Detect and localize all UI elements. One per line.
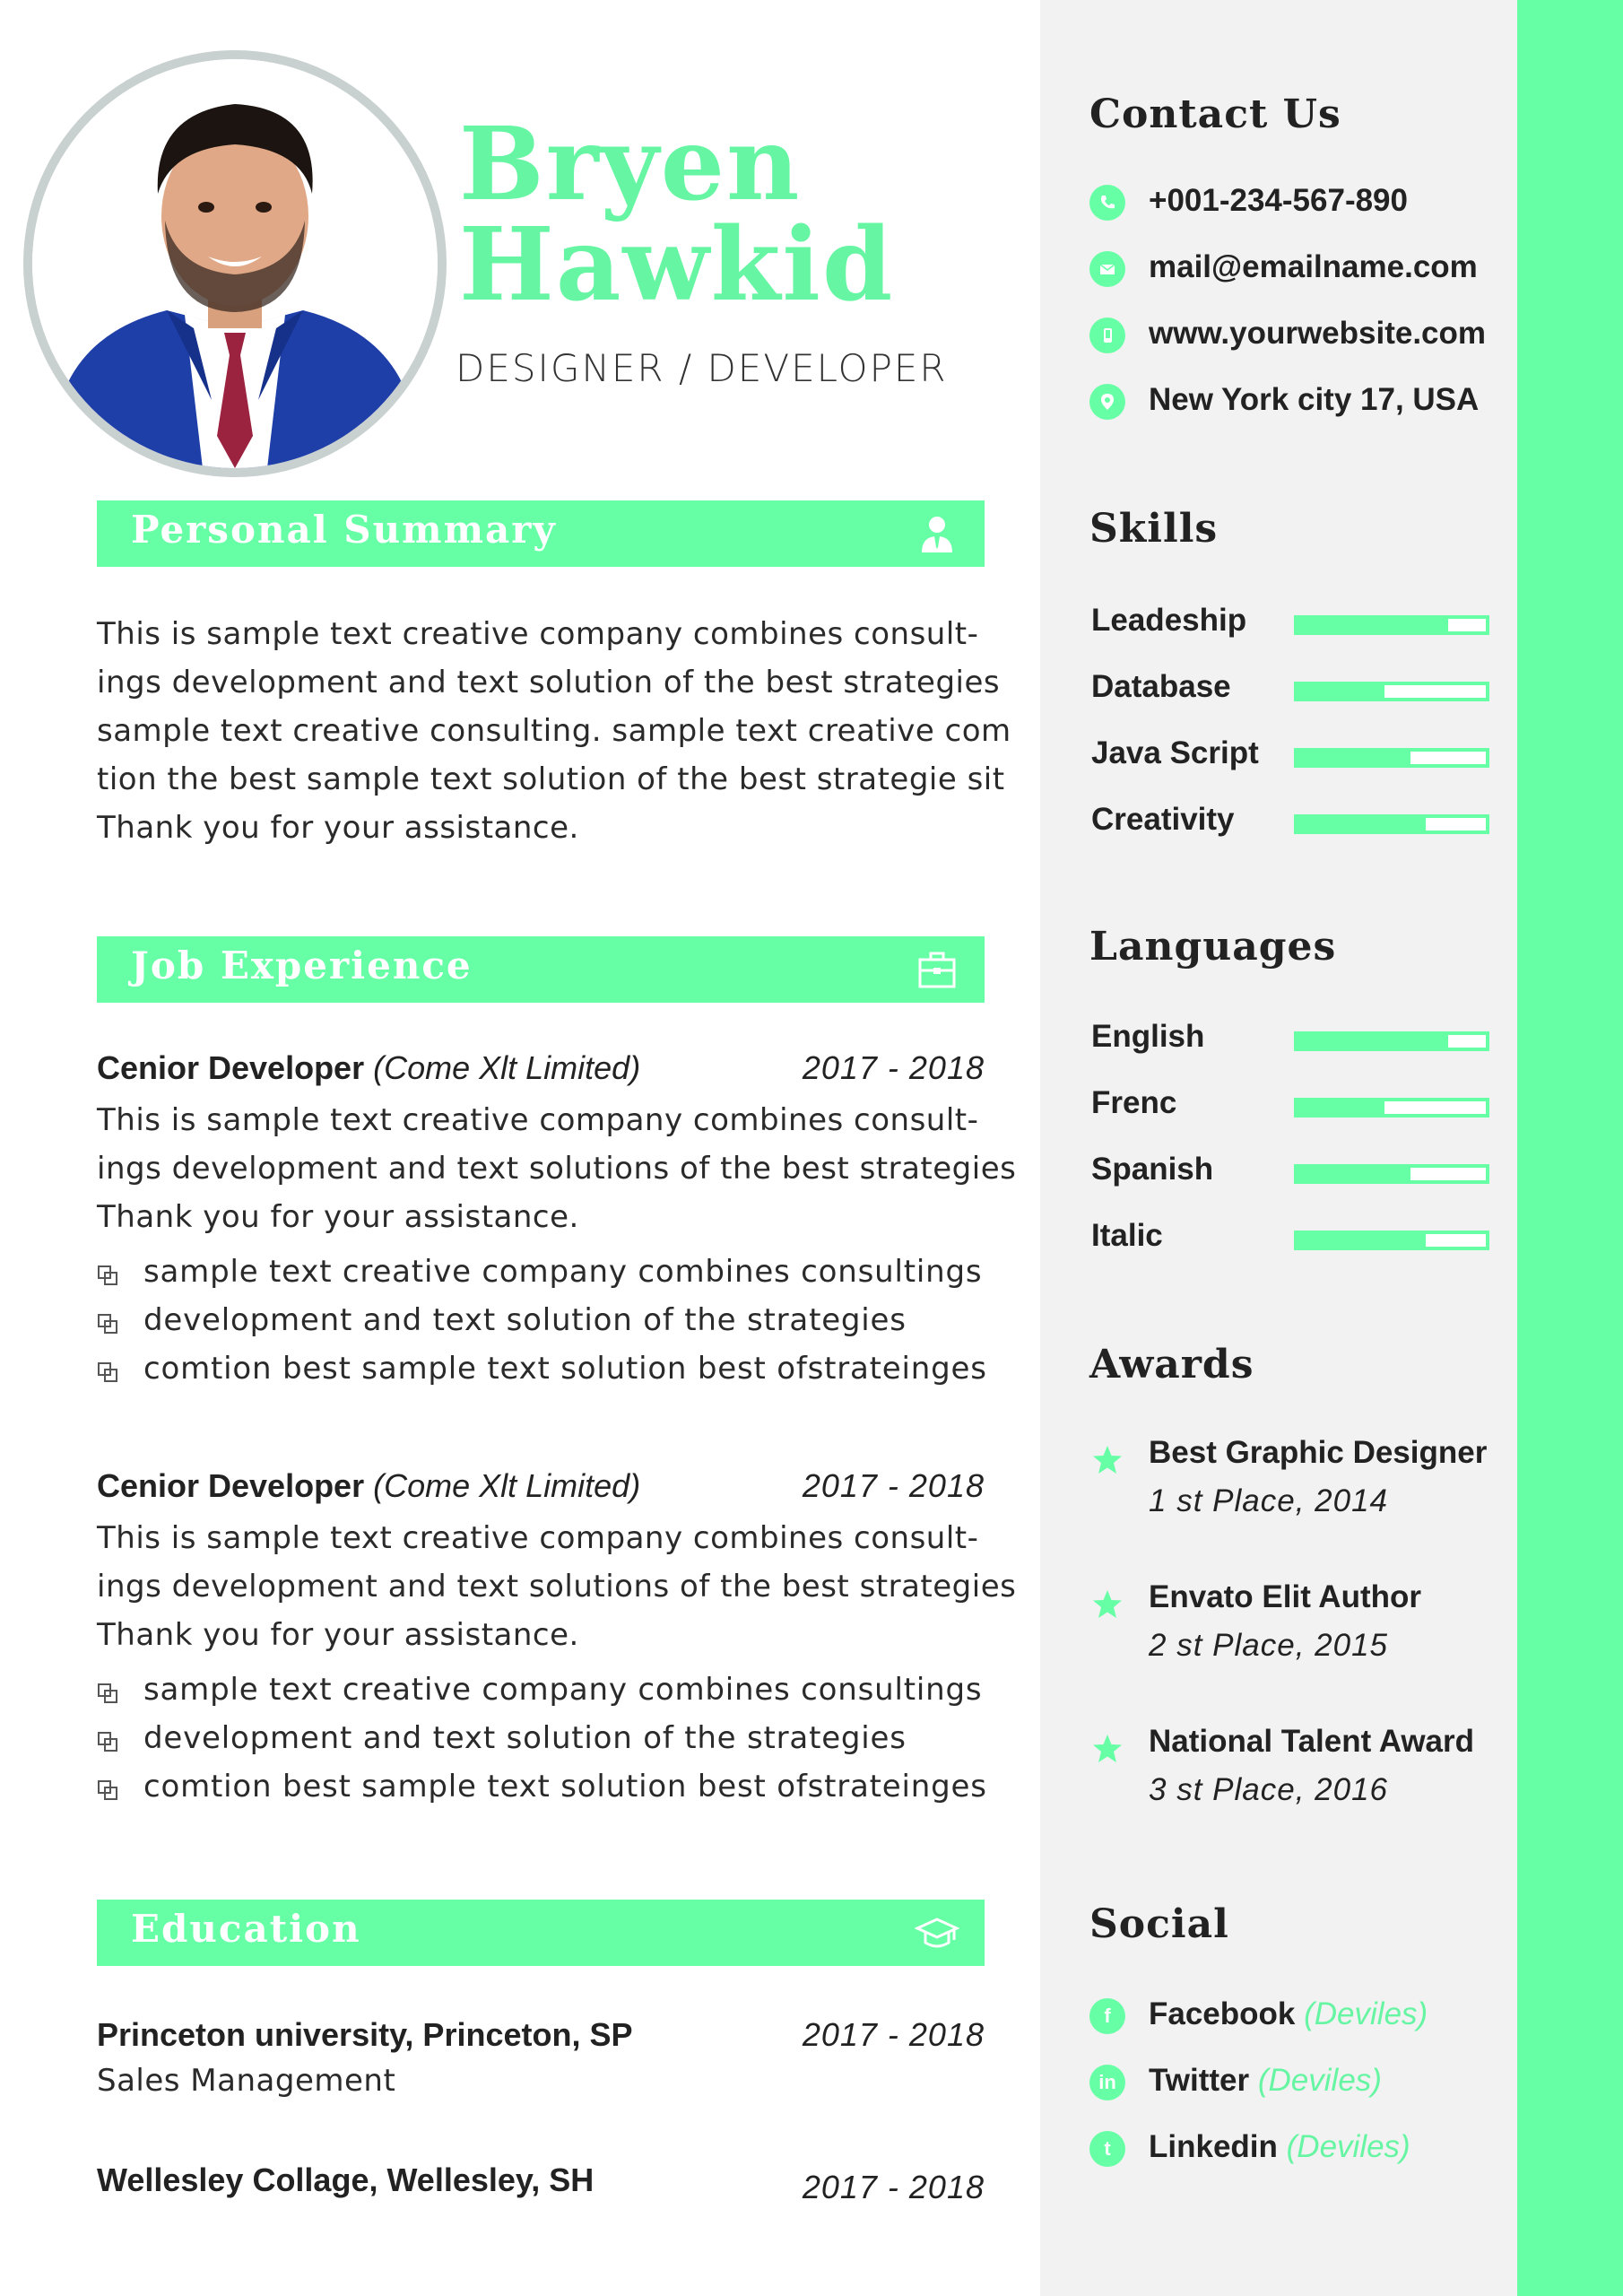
language-meter-fill: [1298, 1234, 1426, 1247]
skill-meter: [1294, 615, 1489, 635]
bullet-square-icon: [97, 1313, 118, 1335]
contact-address: [1089, 380, 1511, 423]
language-meter: [1294, 1098, 1489, 1118]
language-name: Frenc: [1091, 1085, 1177, 1120]
graduation-cap-icon: [915, 1910, 959, 1955]
education-school: Princeton university, Princeton, SP: [97, 2016, 633, 2053]
award-place: 3 st Place, 2016: [1149, 1772, 1388, 1807]
skill-row: [1091, 601, 1490, 644]
bullet-text: comtion best sample text solution best ofstrateinges: [143, 1351, 987, 1387]
social-handle: (Deviles): [1257, 2063, 1382, 2098]
social-name: Twitter: [1149, 2063, 1250, 2098]
summary-line: sample text creative consulting. sample text creative com: [97, 713, 1011, 749]
avatar-photo: [32, 59, 438, 468]
skill-name: Database: [1091, 669, 1231, 704]
social-facebook[interactable]: [1089, 1995, 1511, 2038]
job-position: Cenior Developer: [97, 1049, 365, 1086]
star-icon: [1091, 1444, 1124, 1476]
bullet-text: sample text creative company combines consultings: [143, 1672, 983, 1708]
list-item: [97, 1767, 985, 1815]
skill-meter: [1294, 748, 1489, 768]
job-dates: 2017 - 2018: [802, 1049, 985, 1086]
social-linkedin[interactable]: [1089, 2127, 1511, 2170]
award-name: National Talent Award: [1149, 1724, 1475, 1759]
language-row: [1091, 1150, 1490, 1193]
bullet-square-icon: [97, 1361, 118, 1383]
language-meter: [1294, 1231, 1489, 1250]
language-meter-fill: [1298, 1101, 1384, 1114]
social-twitter[interactable]: [1089, 2061, 1511, 2104]
job-company: (Come Xlt Limited): [373, 1467, 641, 1504]
skill-meter-fill: [1298, 619, 1448, 631]
education-header: [97, 2161, 985, 2203]
language-meter: [1294, 1164, 1489, 1184]
contact-text: www.yourwebsite.com: [1149, 316, 1487, 351]
award-place: 1 st Place, 2014: [1149, 1483, 1388, 1518]
bullet-square-icon: [97, 1779, 118, 1801]
award-name: Envato Elit Author: [1149, 1579, 1421, 1614]
job-line: Thank you for your assistance.: [97, 1199, 579, 1235]
contact-email: [1089, 248, 1511, 291]
skill-name: Java Script: [1091, 735, 1259, 770]
summary-text: [97, 610, 1011, 852]
last-name: Hawkid: [459, 206, 895, 324]
summary-line: Thank you for your assistance.: [97, 810, 579, 846]
twitter-icon: in: [1089, 2065, 1125, 2100]
education-subject: Sales Management: [97, 2063, 396, 2099]
list-item: [97, 1300, 985, 1349]
bullet-text: comtion best sample text solution best ofstrateinges: [143, 1769, 987, 1805]
section-job-experience: [97, 936, 985, 1003]
bullet-square-icon: [97, 1683, 118, 1704]
list-item: [97, 1718, 985, 1767]
location-pin-icon: [1089, 384, 1125, 420]
languages-title: Languages: [1089, 924, 1337, 970]
job-bullets: [97, 1670, 985, 1815]
linkedin-icon: t: [1089, 2131, 1125, 2167]
language-meter-fill: [1298, 1035, 1448, 1048]
job-description: [97, 1096, 1017, 1241]
job-header: [97, 1467, 985, 1509]
bullet-text: development and text solution of the strategies: [143, 1302, 907, 1338]
star-icon: [1091, 1733, 1124, 1765]
award-item: [1089, 1579, 1511, 1678]
contact-website: [1089, 314, 1511, 357]
job-line: This is sample text creative company combines consult-: [97, 1102, 979, 1138]
summary-line: tion the best sample text solution of the best strategie sit: [97, 761, 1005, 797]
bullet-text: development and text solution of the strategies: [143, 1720, 907, 1756]
skill-name: Creativity: [1091, 802, 1235, 837]
job-line: ings development and text solutions of the best strategies: [97, 1151, 1017, 1187]
language-meter-fill: [1298, 1168, 1410, 1180]
education-header: [97, 2016, 985, 2057]
social-link[interactable]: [1149, 1996, 1428, 2032]
job-title-line: [97, 1049, 640, 1087]
facebook-icon: f: [1089, 1998, 1125, 2034]
language-name: English: [1091, 1019, 1205, 1054]
first-name: Bryen: [459, 106, 802, 223]
section-title: Job Experience: [131, 944, 473, 987]
contact-phone: [1089, 181, 1511, 224]
skill-meter: [1294, 682, 1489, 701]
job-line: This is sample text creative company combines consult-: [97, 1520, 979, 1556]
list-item: [97, 1349, 985, 1397]
social-link[interactable]: [1149, 2063, 1382, 2099]
language-name: Spanish: [1091, 1152, 1214, 1187]
job-description: [97, 1514, 1017, 1659]
education-dates: 2017 - 2018: [802, 2016, 985, 2053]
skill-meter-fill: [1298, 818, 1426, 831]
skill-row: [1091, 734, 1490, 777]
job-title-line: [97, 1467, 640, 1505]
awards-title: Awards: [1089, 1342, 1254, 1387]
skill-name: Leadeship: [1091, 603, 1247, 638]
briefcase-icon: [915, 947, 959, 992]
contact-title: Contact Us: [1089, 91, 1341, 137]
award-place: 2 st Place, 2015: [1149, 1628, 1388, 1663]
award-item: [1089, 1724, 1511, 1822]
skill-meter-fill: [1298, 685, 1384, 698]
job-position: Cenior Developer: [97, 1467, 365, 1504]
skills-title: Skills: [1089, 506, 1219, 552]
language-meter: [1294, 1031, 1489, 1051]
mail-icon: [1089, 251, 1125, 287]
language-row: [1091, 1216, 1490, 1259]
social-handle: (Deviles): [1286, 2129, 1410, 2164]
job-line: Thank you for your assistance.: [97, 1617, 579, 1653]
social-name: Linkedin: [1149, 2129, 1278, 2164]
job-line: ings development and text solutions of the best strategies: [97, 1569, 1017, 1605]
job-dates: 2017 - 2018: [802, 1467, 985, 1504]
language-row: [1091, 1083, 1490, 1126]
skill-meter-fill: [1298, 752, 1410, 764]
section-title: Personal Summary: [131, 508, 557, 552]
avatar: [23, 50, 447, 477]
phone-icon: [1089, 185, 1125, 221]
summary-line: This is sample text creative company combines consult-: [97, 616, 979, 652]
star-icon: [1091, 1588, 1124, 1621]
job-role: DESIGNER / DEVELOPER: [456, 346, 948, 390]
list-item: [97, 1670, 985, 1718]
job-header: [97, 1049, 985, 1091]
award-name: Best Graphic Designer: [1149, 1435, 1488, 1470]
skill-meter: [1294, 814, 1489, 834]
education-dates: 2017 - 2018: [802, 2169, 985, 2205]
social-link[interactable]: [1149, 2129, 1410, 2165]
section-title: Education: [131, 1907, 361, 1951]
contact-text: mail@emailname.com: [1149, 249, 1478, 284]
award-item: [1089, 1435, 1511, 1534]
social-name: Facebook: [1149, 1996, 1296, 2031]
list-item: [97, 1252, 985, 1300]
skill-row: [1091, 800, 1490, 843]
bullet-text: sample text creative company combines consultings: [143, 1254, 983, 1290]
social-handle: (Deviles): [1304, 1996, 1428, 2031]
job-company: (Come Xlt Limited): [373, 1049, 641, 1086]
mobile-icon: [1089, 317, 1125, 353]
social-title: Social: [1089, 1901, 1229, 1947]
summary-line: ings development and text solution of the best strategies: [97, 665, 1001, 700]
person-icon: [915, 511, 959, 556]
bullet-square-icon: [97, 1731, 118, 1752]
job-bullets: [97, 1252, 985, 1397]
skill-row: [1091, 667, 1490, 710]
section-personal-summary: [97, 500, 985, 567]
bullet-square-icon: [97, 1265, 118, 1286]
contact-text: +001-234-567-890: [1149, 183, 1408, 218]
language-name: Italic: [1091, 1218, 1163, 1253]
language-row: [1091, 1017, 1490, 1060]
education-school: Wellesley Collage, Wellesley, SH: [97, 2161, 595, 2198]
candidate-name: [459, 106, 895, 324]
accent-strip: [1517, 0, 1623, 2296]
section-education: [97, 1900, 985, 1966]
contact-text: New York city 17, USA: [1149, 382, 1480, 417]
